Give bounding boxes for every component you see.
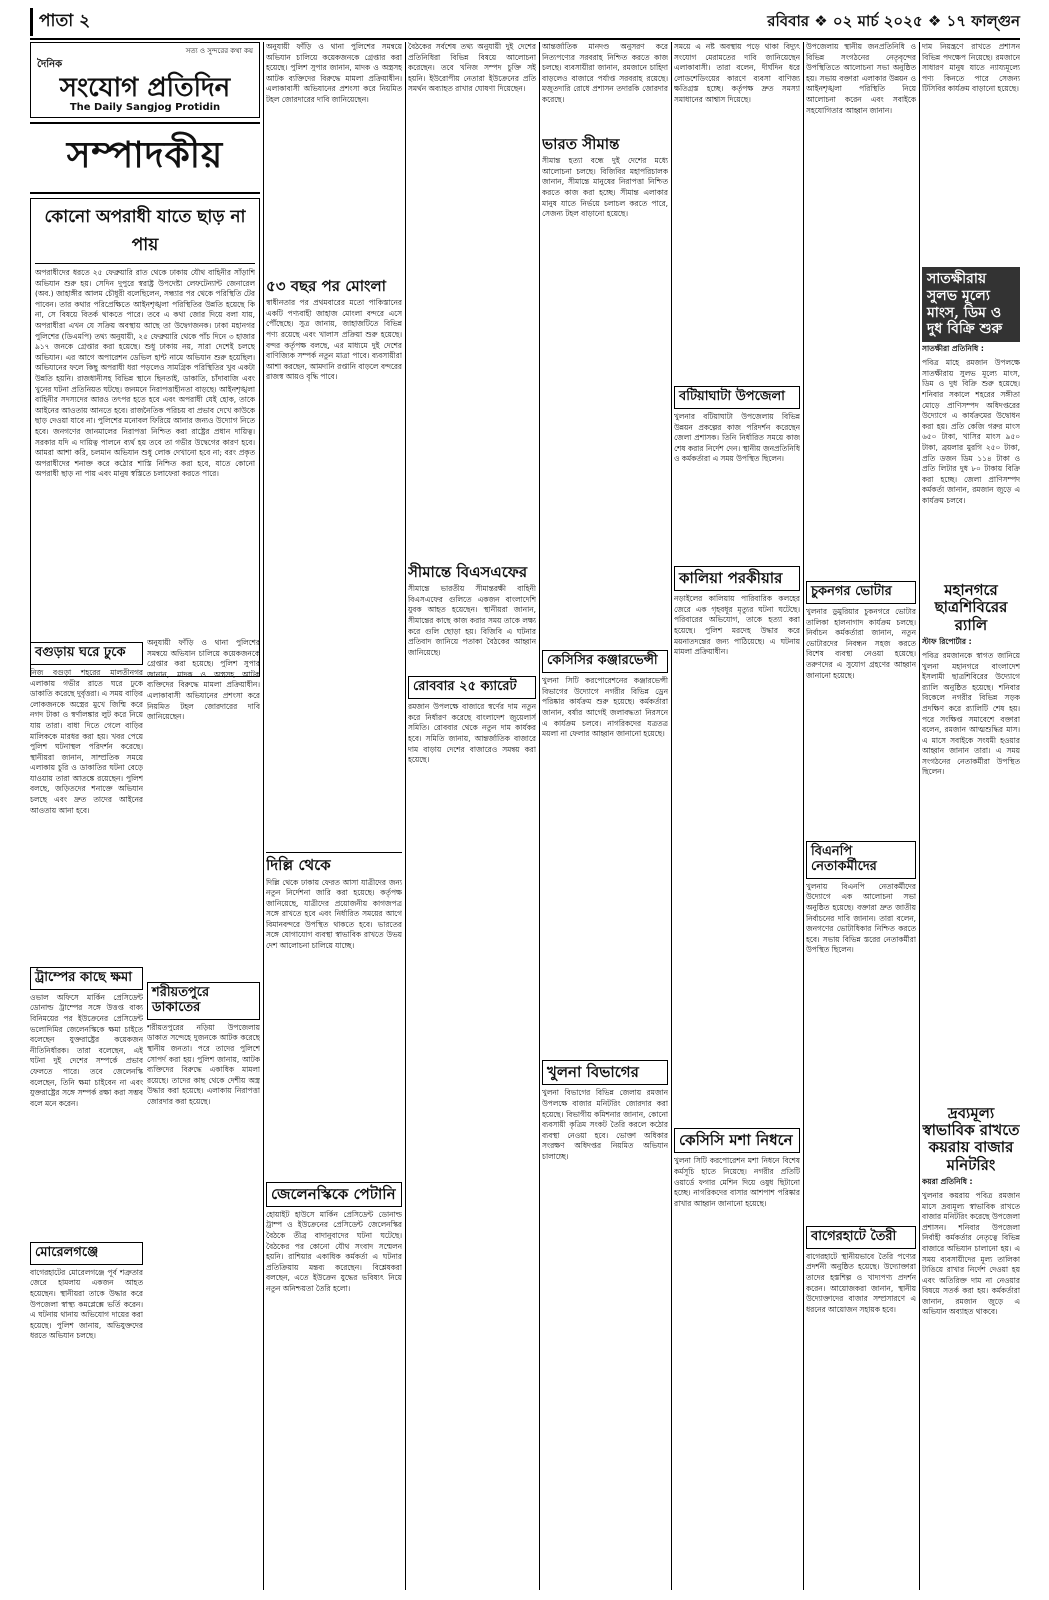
story-body: বৈঠকের সর্বশেষ তথ্য অনুযায়ী দুই দেশের প্রতিনিধিরা বিভিন্ন বিষয়ে আলোচনা করেছেন। তবে খনিজ সম্পদ চুক্তি সই হয়নি। ইউরোপীয় নেতারা ইউক্রেনের প্রতি সমর্থন অব্যাহত রাখার ঘোষণা দিয়েছেন।	[408, 42, 536, 94]
story-body: আন্তর্জাতিক মানদণ্ড অনুসরণ করে নিত্যপণ্যের সরবরাহ নিশ্চিত করতে কাজ চলছে। ব্যবসায়ীরা জানান, রমজানে চাহিদা বাড়লেও বাজারে পর্যাপ্ত সরবরাহ রয়েছে। মজুতদারি রোধে প্রশাসন তদারকি জোরদার করেছে।	[542, 42, 668, 104]
column-d	[542, 42, 668, 1590]
story-headline: বগুড়ায় ঘরে ঢুকে	[30, 642, 143, 665]
story-body: সীমান্ত হত্যা বন্ধে দুই দেশের মধ্যে আলোচনা চলছে। বিজিবির মহাপরিচালক জানান, সীমান্তে মানুষের নিরাপত্তা নিশ্চিত করতে কাজ করা হচ্ছে। সীমান্ত এলাকার মানুষ যাতে নির্ভয়ে চলাচল করতে পারে, সেজন্য টহল বাড়ানো হয়েছে।	[542, 156, 668, 219]
story-body: অনুযায়ী ফাঁড়ি ও থানা পুলিশের সমন্বয়ে অভিযান চালিয়ে কয়েকজনকে গ্রেপ্তার করা হয়েছে। পুলিশ সুপার জানান, মাদক ও অস্ত্রসহ আটক ব্যক্তিদের বিরুদ্ধে মামলা প্রক্রিয়াধীন। এলাকাবাসী অভিযানের প্রশংসা করে নিয়মিত টহল জোরদারের দাবি জানিয়েছেন।	[266, 42, 402, 104]
story-body: পবিত্র মাহে রমজান উপলক্ষে সাতক্ষীরায় সুলভ মূল্যে মাংস, ডিম ও দুধ বিক্রি শুরু হয়েছে। শনিবার সকালে শহরের সঙ্গীতা মোড়ে প্রাণিসম্পদ অধিদপ্তরের উদ্যোগে এ কার্যক্রমের উদ্বোধন করা হয়। প্রতি কেজি গরুর মাংস ৬৫০ টাকা, খাসির মাংস ৯৫০ টাকা, ব্রয়লার মুরগি ২৫০ টাকা, প্রতি ডজন ডিম ১১৪ টাকা ও প্রতি লিটার দুধ ৮০ টাকায় বিক্রি করা হচ্ছে। জেলা প্রাণিসম্পদ কর্মকর্তা জানান, রমজান জুড়ে এ কার্যক্রম চলবে।	[922, 358, 1020, 505]
story-body: রমজান উপলক্ষে বাজারে স্বর্ণের দাম নতুন করে নির্ধারণ করেছে বাংলাদেশ জুয়েলার্স সমিতি। রোববার থেকে নতুন দাম কার্যকর হবে। সমিতি জানায়, আন্তর্জাতিক বাজারে দাম বাড়ায় দেশের বাজারেও সমন্বয় করা হয়েছে।	[408, 702, 536, 765]
story-headline: খুলনা বিভাগের	[542, 1060, 668, 1085]
story-headline: ৫৩ বছর পর মোংলা	[266, 277, 387, 295]
column-e	[674, 42, 800, 1590]
story-body: নিজ বগুড়া শহরের মালতীনগর এলাকায় গভীর রাতে ঘরে ঢুকে ডাকাতি করেছে দুর্বৃত্তরা। এ সময় বাড়ির লোকজনকে অস্ত্রের মুখে জিম্মি করে নগদ টাকা ও স্বর্ণালঙ্কার লুট করে নিয়ে যায় তারা। বাধা দিতে গেলে বাড়ির মালিককে মারধর করা হয়। খবর পেয়ে পুলিশ ঘটনাস্থল পরিদর্শন করেছে। স্থানীয়রা জানান, সাম্প্রতিক সময়ে এলাকায় চুরি ও ডাকাতির ঘটনা বেড়ে যাওয়ায় তারা আতঙ্কে রয়েছেন। পুলিশ বলছে, জড়িতদের শনাক্তে অভিযান চলছে এবং দ্রুত তাদের আইনের আওতায় আনা হবে।	[30, 667, 143, 815]
story-body: দাম নিয়ন্ত্রণে রাখতে প্রশাসন বিভিন্ন পদক্ষেপ নিয়েছে। রমজানে সাধারণ মানুষ যাতে ন্যায্যমূল্যে পণ্য কিনতে পারে সেজন্য টিসিবির কার্যক্রম বাড়ানো হয়েছে।	[922, 42, 1020, 94]
story-body: খুলনার বটিয়াঘাটা উপজেলায় বিভিন্ন উন্নয়ন প্রকল্পের কাজ পরিদর্শন করেছেন জেলা প্রশাসক। তিনি নির্ধারিত সময়ে কাজ শেষ করার নির্দেশ দেন। স্থানীয় জনপ্রতিনিধি ও কর্মকর্তারা এ সময় উপস্থিত ছিলেন।	[674, 411, 800, 464]
masthead-title-en: The Daily Sangjog Protidin	[69, 102, 221, 113]
story-body: শরীয়তপুরের নড়িয়া উপজেলায় ডাকাত সন্দেহে দুজনকে আটক করেছে স্থানীয় জনতা। পরে তাদের পুলিশে সোপর্দ করা হয়। পুলিশ জানায়, আটক ব্যক্তিদের বিরুদ্ধে একাধিক মামলা রয়েছে। তাদের কাছ থেকে দেশীয় অস্ত্র উদ্ধার করা হয়েছে। এলাকায় নিরাপত্তা জোরদার করা হয়েছে।	[147, 1022, 260, 1107]
masthead-title-bn: সংযোগ প্রতিদিন	[59, 73, 231, 103]
story-body: সীমান্তে ভারতীয় সীমান্তরক্ষী বাহিনী বিএসএফের গুলিতে একজন বাংলাদেশি যুবক আহত হয়েছেন। স্থানীয়রা জানান, সীমান্তের কাছে কাজ করার সময় তাকে লক্ষ্য করে গুলি ছোড়া হয়। বিজিবি এ ঘটনার প্রতিবাদ জানিয়ে পতাকা বৈঠকের আহ্বান জানিয়েছে।	[408, 584, 536, 657]
masthead-prefix: দৈনিক	[37, 59, 63, 70]
story-headline: বিএনপি নেতাকর্মীদের	[806, 841, 916, 879]
story-headline: সাতক্ষীরায় সুলভ মূল্যে মাংস, ডিম ও দুধ বিক্রি শুরু	[922, 267, 1020, 342]
column-a-left-sub	[30, 638, 143, 1590]
story-headline: রোববার ২৫ ক্যারেট	[408, 676, 536, 699]
masthead-tagline: সত্য ও সুন্দরের কথা কয়	[185, 47, 253, 55]
story-body: দিল্লি থেকে ঢাকায় ফেরত আসা যাত্রীদের জন্য নতুন নির্দেশনা জারি করা হয়েছে। কর্তৃপক্ষ জানিয়েছে, যাত্রীদের প্রয়োজনীয় কাগজপত্র সঙ্গে রাখতে হবে এবং নির্ধারিত সময়ের আগে বিমানবন্দরে উপস্থিত থাকতে হবে। ভারতের সঙ্গে যোগাযোগ ব্যবস্থা স্বাভাবিক রাখতে উভয় দেশ আলোচনা চালিয়ে যাচ্ছে।	[266, 877, 402, 951]
story-headline: ভারত সীমান্ত	[542, 135, 620, 153]
story-body: হোয়াইট হাউসে মার্কিন প্রেসিডেন্ট ডোনাল্ড ট্রাম্প ও ইউক্রেনের প্রেসিডেন্ট জেলেনস্কির বৈঠকে তীব্র বাদানুবাদের ঘটনা ঘটেছে। বৈঠকের পর কোনো যৌথ সংবাদ সম্মেলন হয়নি। রাশিয়ার একাধিক কর্মকর্তা এ ঘটনার প্রতিক্রিয়ায় মন্তব্য করেছেন। বিশ্লেষকরা বলছেন, এতে ইউক্রেন যুদ্ধের ভবিষ্যৎ নিয়ে নতুন অনিশ্চয়তা তৈরি হলো।	[266, 1209, 402, 1293]
story-body: খুলনা বিভাগের বিভিন্ন জেলায় রমজান উপলক্ষে বাজার মনিটরিং জোরদার করা হয়েছে। বিভাগীয় কমিশনার জানান, কোনো ব্যবসায়ী কৃত্রিম সংকট তৈরি করলে কঠোর ব্যবস্থা নেওয়া হবে। ভোক্তা অধিকার সংরক্ষণ অধিদপ্তর নিয়মিত অভিযান চালাচ্ছে।	[542, 1088, 668, 1161]
column-rule	[539, 42, 540, 1590]
masthead	[30, 42, 260, 118]
story-headline: মহানগরে ছাত্রশিবিরের র‍্যালি	[934, 581, 1008, 634]
page-body	[30, 42, 1020, 1590]
column-g	[922, 42, 1020, 1590]
story-headline: কেসিসি মশা নিধনে	[674, 1128, 800, 1153]
column-f	[806, 42, 916, 1590]
story-body: বাগেরহাটের মোরেলগঞ্জে পূর্ব শত্রুতার জেরে হামলায় একজন আহত হয়েছেন। স্থানীয়রা তাকে উদ্ধার করে উপজেলা স্বাস্থ্য কমপ্লেক্সে ভর্তি করেন। এ ঘটনায় থানায় অভিযোগ দায়ের করা হয়েছে। পুলিশ জানায়, অভিযুক্তদের ধরতে অভিযান চলছে।	[30, 1267, 143, 1341]
editorial-body: অপরাধীদের ধরতে ২৫ ফেব্রুয়ারি রাত থেকে ঢাকায় যৌথ বাহিনীর সাঁড়াশি অভিযান শুরু হয়। সেদিন দুপুরে স্বরাষ্ট্র উপদেষ্টা লেফটেন্যান্ট জেনারেল (অব.) জাহাঙ্গীর আলম চৌধুরী বলেছিলেন, সন্ধ্যার পর থেকে পরিস্থিতি টের পাবেন। তার কথার পরিপ্রেক্ষিতে আইনশৃঙ্খলা পরিস্থিতির উন্নতি হয়েছে কি না, সে বিষয়ে বিতর্ক থাকতে পারে। তবে এ কথা জোর দিয়ে বলা যায়, অপরাধীরা এখন যে সক্রিয় অবস্থায় আছে তা উদ্বেগজনক। ঢাকা মহানগর পুলিশের (ডিএমপি) তথ্য অনুযায়ী, ২৫ ফেব্রুয়ারি থেকে পাঁচ দিনে ৩ হাজার ৯১৭ জনকে গ্রেপ্তার করা হয়েছে। শুধু ঢাকায় নয়, সারা দেশেই চলছে অভিযান। এর আগে অপারেশন ডেভিল হান্ট নামে অভিযান শুরু হয়েছিল। অভিযানের ফলে কিছু অপরাধী ধরা পড়লেও সামগ্রিক পরিস্থিতির খুব একটা উন্নতি হয়নি। রাজধানীসহ বিভিন্ন স্থানে ছিনতাই, ডাকাতি, চাঁদাবাজি এবং খুনের ঘটনা প্রতিনিয়ত ঘটছে। জনমনে নিরাপত্তাহীনতা বাড়ছে। আইনশৃঙ্খলা বাহিনীর সদস্যদের আরও তৎপর হতে হবে এবং অপরাধী যেই হোক, তাকে আইনের আওতায় আনতে হবে। রাজনৈতিক পরিচয় বা প্রভাব দেখে কাউকে ছাড় দেওয়া যাবে না। পুলিশের মনোবল ফিরিয়ে আনার জন্যও উদ্যোগ নিতে হবে। জনগণের জানমালের নিরাপত্তা নিশ্চিত করা রাষ্ট্রের প্রধান দায়িত্ব। সরকার যদি এ দায়িত্ব পালনে ব্যর্থ হয় তবে তা গভীর উদ্বেগের কারণ হবে। আমরা আশা করি, চলমান অভিযান শুধু লোক দেখানো হবে না; বরং প্রকৃত অপরাধীদের শনাক্ত করে কঠোর শাস্তি নিশ্চিত করা হবে, যাতে কোনো অপরাধী ছাড় না পায় এবং মানুষ স্বস্তিতে চলাফেরা করতে পারে।	[35, 268, 255, 479]
story-byline: স্টাফ রিপোর্টার :	[922, 636, 972, 646]
story-headline: জেলেনস্কিকে পেটানি	[266, 1182, 402, 1207]
story-headline: চুকনগর ভোটার	[806, 581, 916, 604]
story-body: খুলনা সিটি করপোরেশনের কঞ্জারভেন্সী বিভাগের উদ্যোগে নগরীর বিভিন্ন ড্রেন পরিষ্কার কার্যক্রম শুরু হয়েছে। কর্মকর্তারা জানান, বর্ষার আগেই জলাবদ্ধতা নিরসনে এ কার্যক্রম চলবে। নাগরিকদের যত্রতত্র ময়লা না ফেলার আহ্বান জানানো হয়েছে।	[542, 676, 668, 739]
story-byline: কয়রা প্রতিনিধি :	[922, 1176, 973, 1186]
story-body: খুলনা সিটি করপোরেশন মশা নিধনে বিশেষ কর্মসূচি হাতে নিয়েছে। নগরীর প্রতিটি ওয়ার্ডে ফগার মেশিন দিয়ে ওষুধ ছিটানো হচ্ছে। নাগরিকদের বাসার আশপাশ পরিষ্কার রাখার আহ্বান জানানো হয়েছে।	[674, 1156, 800, 1208]
story-headline: দ্রব্যমূল্য স্বাভাবিক রাখতে কয়রায় বাজার মনিটরিং	[922, 1103, 1020, 1174]
page-header-bar	[30, 6, 1020, 40]
column-rule	[405, 42, 406, 1590]
column-a-right-sub	[147, 638, 260, 1590]
story-headline: সীমান্তে বিএসএফের	[408, 563, 528, 581]
column-rule	[919, 42, 920, 1590]
story-body: খুলনার ডুমুরিয়ার চুকনগরে ভোটার তালিকা হালনাগাদ কার্যক্রম চলছে। নির্বাচন কর্মকর্তারা জানান, নতুন ভোটারদের নিবন্ধন সহজ করতে বিশেষ ব্যবস্থা নেওয়া হয়েছে। তরুণদের এ সুযোগ গ্রহণের আহ্বান জানানো হয়েছে।	[806, 606, 916, 680]
story-headline: শরীয়তপুরে ডাকাতের	[147, 982, 260, 1020]
page-number: পাতা ২	[30, 8, 90, 36]
story-body: উপজেলায় স্থানীয় জনপ্রতিনিধি ও বিভিন্ন সংগঠনের নেতৃবৃন্দের উপস্থিতিতে আলোচনা সভা অনুষ্ঠিত হয়। সভায় বক্তারা এলাকার উন্নয়ন ও আইনশৃঙ্খলা পরিস্থিতি নিয়ে আলোচনা করেন এবং সবাইকে সহযোগিতার আহ্বান জানান।	[806, 42, 916, 115]
editorial-article	[30, 198, 260, 677]
divider	[266, 852, 402, 853]
column-b	[266, 42, 402, 1590]
story-headline: দিল্লি থেকে	[266, 856, 331, 875]
column-rule	[263, 42, 264, 1590]
editorial-headline: কোনো অপরাধী যাতে ছাড় না পায়	[35, 204, 255, 264]
story-headline: বটিয়াঘাটা উপজেলা	[674, 386, 800, 409]
story-headline: মোরেলগঞ্জে	[30, 1242, 143, 1265]
column-rule	[803, 42, 804, 1590]
column-a	[30, 42, 260, 1590]
story-body: স্বাধীনতার পর প্রথমবারের মতো পাকিস্তানের একটি পণ্যবাহী জাহাজ মোংলা বন্দরে এসে পৌঁছেছে। সুত্র জানায়, জাহাজটিতে বিভিন্ন পণ্য রয়েছে এবং খালাস প্রক্রিয়া শুরু হয়েছে। বন্দর কর্তৃপক্ষ বলছে, এর মাধ্যমে দুই দেশের বাণিজ্যিক সম্পর্ক নতুন মাত্রা পাবে। ব্যবসায়ীরা আশা করছেন, আমদানি রপ্তানি বাড়লে বন্দরের রাজস্ব আয়ও বৃদ্ধি পাবে।	[266, 298, 402, 382]
story-headline: কেসিসির কঞ্জারভেন্সী	[542, 650, 668, 673]
editorial-section-title: সম্পাদকীয়	[30, 122, 260, 194]
story-body: বাগেরহাটে স্থানীয়ভাবে তৈরি পণ্যের প্রদর্শনী অনুষ্ঠিত হয়েছে। উদ্যোক্তারা তাদের হস্তশিল্প ও খাদ্যপণ্য প্রদর্শন করেন। আয়োজকরা জানান, স্থানীয় উদ্যোক্তাদের বাজার সম্প্রসারণে এ ধরনের আয়োজন সহায়ক হবে।	[806, 1251, 916, 1314]
story-body: নড়াইলের কালিয়ায় পারিবারিক কলহের জেরে এক গৃহবধূর মৃত্যুর ঘটনা ঘটেছে। পরিবারের অভিযোগ, তাকে হত্যা করা হয়েছে। পুলিশ মরদেহ উদ্ধার করে ময়নাতদন্তের জন্য পাঠিয়েছে। এ ঘটনায় মামলা প্রক্রিয়াধীন।	[674, 594, 800, 657]
story-body: সময়ে এ নষ্ট অবস্থায় পড়ে থাকা বিদ্যুৎ সংযোগ মেরামতের দাবি জানিয়েছেন এলাকাবাসী। তারা বলেন, দীর্ঘদিন ধরে লোডশেডিংয়ের কারণে ব্যবসা বাণিজ্য ক্ষতিগ্রস্ত হচ্ছে। কর্তৃপক্ষ দ্রুত সমস্যা সমাধানের আশ্বাস দিয়েছে।	[674, 42, 800, 104]
story-body: খুলনায় বিএনপি নেতাকর্মীদের উদ্যোগে এক আলোচনা সভা অনুষ্ঠিত হয়েছে। বক্তারা দ্রুত জাতীয় নির্বাচনের দাবি জানান। তারা বলেন, জনগণের ভোটাধিকার নিশ্চিত করতে হবে। সভায় বিভিন্ন স্তরের নেতাকর্মীরা উপস্থিত ছিলেন।	[806, 881, 916, 955]
issue-date: রবিবার ❖ ০২ মার্চ ২০২৫ ❖ ১৭ ফাল্গুন	[767, 11, 1020, 30]
story-headline: বাগেরহাটে তৈরী	[806, 1226, 916, 1249]
column-c	[408, 42, 536, 1590]
story-headline: কালিয়া পরকীয়ার	[674, 566, 800, 591]
story-body: পবিত্র রমজানকে স্বাগত জানিয়ে খুলনা মহানগরে বাংলাদেশ ইসলামী ছাত্রশিবিরের উদ্যোগে র‍্যালি অনুষ্ঠিত হয়েছে। শনিবার বিকেলে নগরীর বিভিন্ন সড়ক প্রদক্ষিণ করে র‍্যালিটি শেষ হয়। পরে সংক্ষিপ্ত সমাবেশে বক্তারা বলেন, রমজান আত্মশুদ্ধির মাস। এ মাসে সবাইকে সংযমী হওয়ার আহ্বান জানান তারা। এ সময় সংগঠনের নেতাকর্মীরা উপস্থিত ছিলেন।	[922, 650, 1020, 777]
story-body: ওভাল অফিসে মার্কিন প্রেসিডেন্ট ডোনাল্ড ট্রাম্পের সঙ্গে উত্তপ্ত বাক্য বিনিময়ের পর ইউক্রেনের প্রেসিডেন্ট ভলোদিমির জেলেনস্কিকে ক্ষমা চাইতে বলেছেন যুক্তরাষ্ট্রের কয়েকজন নীতিনির্ধারক। তারা বলেছেন, এই ঘটনা দুই দেশের সম্পর্কে প্রভাব ফেলতে পারে। তবে জেলেনস্কি বলেছেন, তিনি ক্ষমা চাইবেন না এবং যুক্তরাষ্ট্রের সঙ্গে সম্পর্ক রক্ষা করা সম্ভব বলে মনে করেন।	[30, 992, 143, 1108]
story-byline: সাতক্ষীরা প্রতিনিধি :	[922, 344, 984, 354]
story-headline: ট্রাম্পের কাছে ক্ষমা	[30, 967, 143, 990]
story-body: খুলনার কয়রায় পবিত্র রমজান মাসে দ্রব্যমূল্য স্বাভাবিক রাখতে বাজার মনিটরিং করেছে উপজেলা প্রশাসন। শনিবার উপজেলা নির্বাহী কর্মকর্তার নেতৃত্বে বিভিন্ন বাজারে অভিযান চালানো হয়। এ সময় ব্যবসায়ীদের মূল্য তালিকা টাঙিয়ে রাখার নির্দেশ দেওয়া হয় এবং অতিরিক্ত দাম না নেওয়ার বিষয়ে সতর্ক করা হয়। কর্মকর্তারা জানান, রমজান জুড়ে এ অভিযান অব্যাহত থাকবে।	[922, 1190, 1020, 1317]
column-rule	[671, 42, 672, 1590]
story-body: অনুযায়ী ফাঁড়ি ও থানা পুলিশের সমন্বয়ে অভিযান চালিয়ে কয়েকজনকে গ্রেপ্তার করা হয়েছে। পুলিশ সুপার জানান, মাদক ও অস্ত্রসহ আটক ব্যক্তিদের বিরুদ্ধে মামলা প্রক্রিয়াধীন। এলাকাবাসী অভিযানের প্রশংসা করে নিয়মিত টহল জোরদারের দাবি জানিয়েছেন।	[147, 638, 260, 722]
